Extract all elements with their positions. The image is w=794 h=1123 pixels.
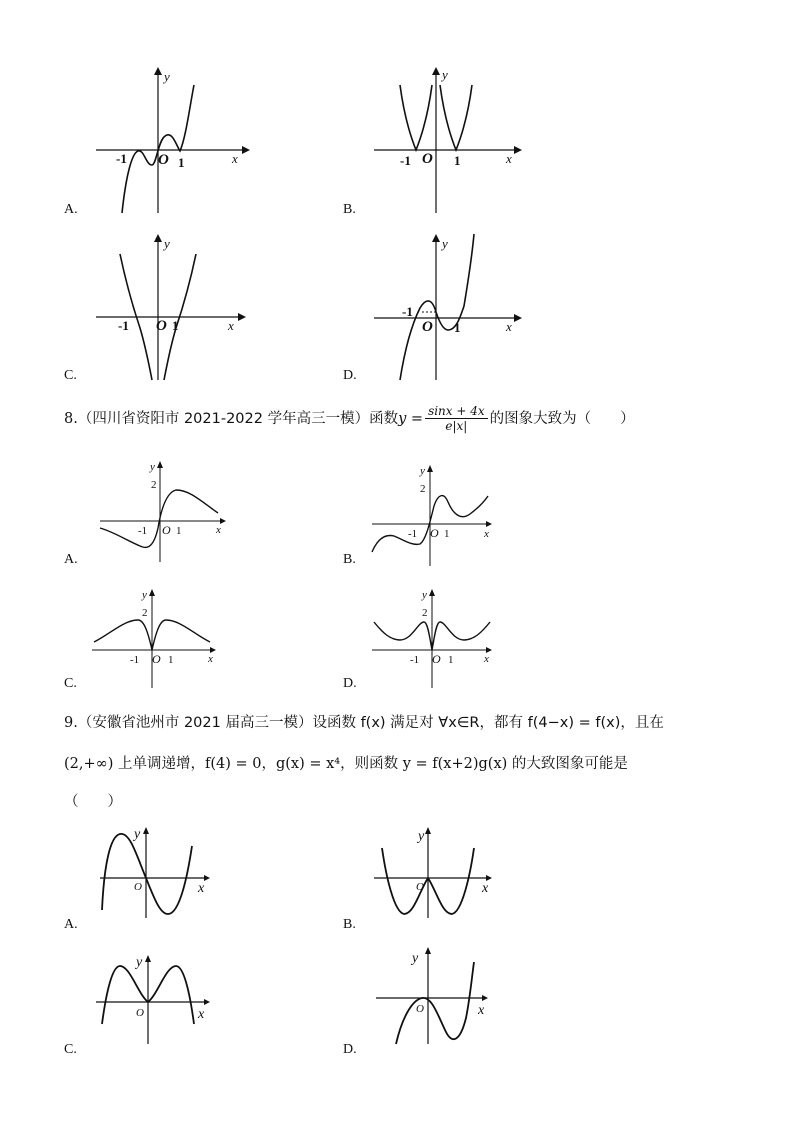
q8d-two-label: 2 — [422, 607, 428, 619]
q9-answer-blank: （ ） — [64, 794, 122, 810]
q7c-y-label: y — [164, 236, 170, 251]
q8c-one-label: 1 — [168, 654, 174, 666]
q9d-origin-label: O — [416, 1003, 424, 1015]
q9-option-c-label[interactable]: C. — [64, 1042, 77, 1057]
q9a-x-label: x — [198, 881, 205, 896]
q9a-y-label: y — [134, 827, 141, 842]
q9-line-1: 设函数 f(x) 满足对 ∀x∈R，都有 f(4−x) = f(x)，且在 — [312, 715, 664, 731]
q7-option-d-label[interactable]: D. — [343, 368, 357, 383]
q7-graph-b — [370, 65, 530, 215]
q9c-origin-label: O — [136, 1007, 144, 1019]
q8c-x-label: x — [208, 653, 213, 665]
q7b-neg-one-label: -1 — [400, 153, 411, 168]
q8c-y-label: y — [142, 589, 147, 601]
q8c-neg-one-label: -1 — [130, 654, 140, 666]
q8a-y-label: y — [150, 461, 155, 473]
q8-graph-a — [96, 458, 236, 566]
q8c-origin-label: O — [152, 652, 161, 666]
q7b-y-label: y — [442, 67, 448, 82]
q9-line-2: (2,+∞) 上单调递增，f(4) = 0，g(x) = x⁴，则函数 y = f(x+2)g(x) 的大致图象可能是 — [64, 756, 628, 772]
q8-stem-before: 函数 — [369, 410, 399, 427]
q8d-x-label: x — [484, 653, 489, 665]
q7a-x-label: x — [232, 151, 238, 166]
q8-numerator: sinx + 4x — [425, 404, 488, 419]
q8-option-d-label[interactable]: D. — [343, 676, 357, 691]
q7-graph-a — [92, 65, 252, 215]
q7b-x-label: x — [506, 151, 512, 166]
q9c-y-label: y — [136, 955, 143, 970]
q8a-neg-one-label: -1 — [138, 525, 148, 537]
q7c-x-label: x — [228, 318, 234, 333]
q8d-y-label: y — [422, 589, 427, 601]
q8a-x-label: x — [216, 524, 221, 536]
q7b-origin-label: O — [422, 151, 433, 167]
q8-fraction — [425, 404, 488, 434]
q9b-origin-label: O — [416, 881, 424, 893]
q9-graph-a — [98, 826, 218, 920]
q7-graph-d — [370, 232, 530, 382]
q9-option-d-label[interactable]: D. — [343, 1042, 357, 1057]
q7d-x-label: x — [506, 319, 512, 334]
q9-stem-line-1 — [64, 711, 664, 732]
q9b-x-label: x — [482, 881, 489, 896]
q8-option-c-label[interactable]: C. — [64, 676, 77, 691]
q9d-x-label: x — [478, 1003, 485, 1018]
q9-graph-b — [372, 826, 502, 920]
q8-graph-b — [368, 462, 508, 570]
q7d-neg-one-label: -1 — [402, 304, 413, 319]
q8-denominator: e|x| — [445, 419, 468, 434]
q8b-one-label: 1 — [444, 528, 450, 540]
q9-number: 9. — [64, 715, 78, 731]
q8-graph-c — [90, 586, 230, 692]
q7b-one-label: 1 — [454, 153, 461, 168]
q8-stem-after: 的图象大致为（ ） — [489, 410, 635, 427]
q8a-origin-label: O — [162, 523, 171, 537]
q7-option-b-label[interactable]: B. — [343, 202, 356, 217]
q8a-two-label: 2 — [151, 479, 157, 491]
q8-number: 8. — [64, 410, 78, 427]
q9-source: （安徽省池州市 2021 届高三一模） — [77, 715, 313, 731]
q7-option-c-label[interactable]: C. — [64, 368, 77, 383]
q9c-x-label: x — [198, 1007, 205, 1022]
q8b-x-label: x — [484, 528, 489, 540]
q7d-one-label: 1 — [454, 320, 461, 335]
q7d-origin-label: O — [422, 319, 433, 335]
q7a-one-label: 1 — [178, 155, 185, 170]
q7a-neg-one-label: -1 — [116, 151, 127, 166]
q8d-one-label: 1 — [448, 654, 454, 666]
q8-option-b-label[interactable]: B. — [343, 552, 356, 567]
q9a-origin-label: O — [134, 881, 142, 893]
q8-stem — [64, 404, 635, 434]
q8a-one-label: 1 — [176, 525, 182, 537]
q8c-two-label: 2 — [142, 607, 148, 619]
q9b-y-label: y — [418, 829, 425, 844]
q7c-origin-label: O — [156, 318, 167, 334]
q9d-y-label: y — [412, 951, 419, 966]
q8d-origin-label: O — [432, 652, 441, 666]
q8-func-lhs: y = — [398, 410, 424, 427]
q7c-one-label: 1 — [172, 318, 179, 333]
q8-source: （四川省资阳市 2021-2022 学年高三一模） — [77, 410, 370, 427]
q9-option-a-label[interactable]: A. — [64, 917, 78, 932]
q7d-y-label: y — [442, 236, 448, 251]
q9-graph-c — [94, 954, 218, 1046]
q8b-origin-label: O — [430, 526, 439, 540]
q8d-neg-one-label: -1 — [410, 654, 420, 666]
q8-option-a-label[interactable]: A. — [64, 552, 78, 567]
q8b-two-label: 2 — [420, 483, 426, 495]
q8b-y-label: y — [420, 465, 425, 477]
q7c-neg-one-label: -1 — [118, 318, 129, 333]
q8b-neg-one-label: -1 — [408, 528, 418, 540]
q7-option-a-label[interactable]: A. — [64, 202, 78, 217]
q9-option-b-label[interactable]: B. — [343, 917, 356, 932]
q7a-y-label: y — [164, 69, 170, 84]
q7-graph-c — [92, 232, 252, 382]
q8-graph-d — [370, 586, 510, 692]
q7a-origin-label: O — [158, 152, 169, 168]
q9-graph-d — [374, 946, 498, 1046]
